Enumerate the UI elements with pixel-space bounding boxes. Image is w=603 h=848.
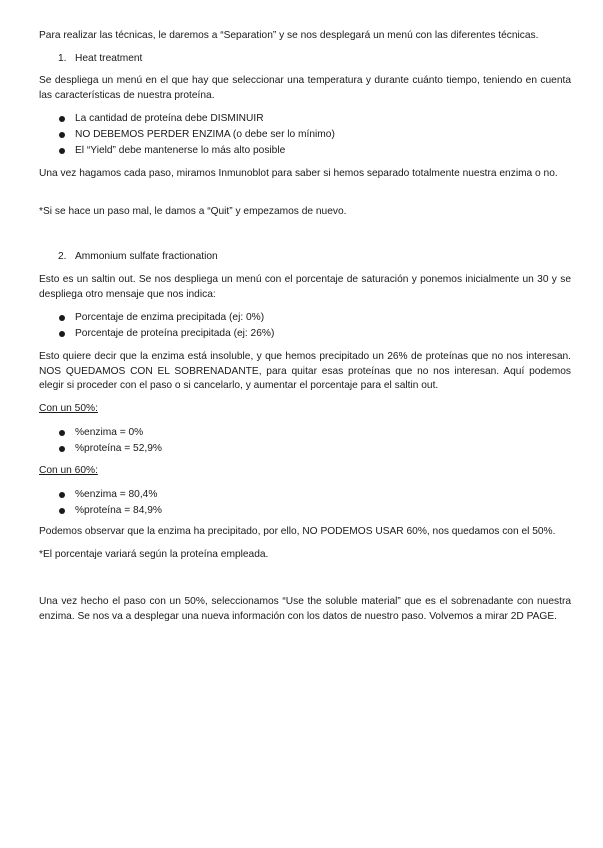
section-2-explanation: Esto quiere decir que la enzima está insoluble, y que hemos precipitado un 26% de proteínas que no nos interesan. NOS QUEDAMOS CON EL SOBRENADANTE, para quitar esas proteínas que no nos interesan. Aquí podemos elegir si proceder con el paso o si cancelarlo, y aumentar el porcentaje para el saltin out. (39, 351, 571, 391)
section-2-title: Ammonium sulfate fractionation (75, 251, 218, 262)
section-1-description: Se despliega un menú en el que hay que seleccionar una temperatura y durante cuánto tiempo, teniendo en cuenta las características de nuestra proteína. (39, 75, 571, 101)
section-2-note: *El porcentaje variará según la proteína empleada. (39, 549, 269, 560)
section-1-check-paragraph: Una vez hagamos cada paso, miramos Inmunoblot para saber si hemos separado totalmente nuestra enzima o no. (39, 168, 558, 179)
case-60-bullet-list (57, 487, 162, 519)
list-item: NO DEBEMOS PERDER ENZIMA (o debe ser lo mínimo) (57, 127, 335, 143)
list-item: %enzima = 80,4% (57, 487, 162, 503)
section-1-heading (58, 52, 142, 67)
section-1-bullet-list (57, 111, 335, 159)
list-item: Porcentaje de enzima precipitada (ej: 0%) (57, 310, 274, 326)
section-2-bullet-list (57, 310, 274, 342)
section-1-note: *Si se hace un paso mal, le damos a “Quit” y empezamos de nuevo. (39, 206, 347, 217)
list-item: El “Yield” debe mantenerse lo más alto posible (57, 143, 335, 159)
list-item: %proteína = 52,9% (57, 441, 162, 457)
section-1-number: 1. (58, 53, 67, 64)
section-2-heading (58, 250, 218, 265)
closing-paragraph: Una vez hecho el paso con un 50%, seleccionamos “Use the soluble material” que es el sobrenadante con nuestra enzima. Se nos va a desplegar una nueva información con los datos de nuestro paso. Volvemos a mirar 2D PAGE. (39, 596, 571, 622)
case-50-bullet-list (57, 425, 162, 457)
list-item: %proteína = 84,9% (57, 503, 162, 519)
case-50-heading: Con un 50%: (39, 403, 98, 414)
list-item: La cantidad de proteína debe DISMINUIR (57, 111, 335, 127)
list-item: %enzima = 0% (57, 425, 162, 441)
section-2-number: 2. (58, 251, 67, 262)
section-2-conclusion: Podemos observar que la enzima ha precipitado, por ello, NO PODEMOS USAR 60%, nos quedamos con el 50%. (39, 526, 556, 537)
intro-paragraph: Para realizar las técnicas, le daremos a “Separation” y se nos desplegará un menú con las diferentes técnicas. (39, 30, 539, 41)
list-item: Porcentaje de proteína precipitada (ej: 26%) (57, 326, 274, 342)
section-2-description: Esto es un saltin out. Se nos despliega un menú con el porcentaje de saturación y ponemos inicialmente un 30 y se despliega otro mensaje que nos indica: (39, 274, 571, 300)
case-60-heading: Con un 60%: (39, 465, 98, 476)
section-1-title: Heat treatment (75, 53, 143, 64)
